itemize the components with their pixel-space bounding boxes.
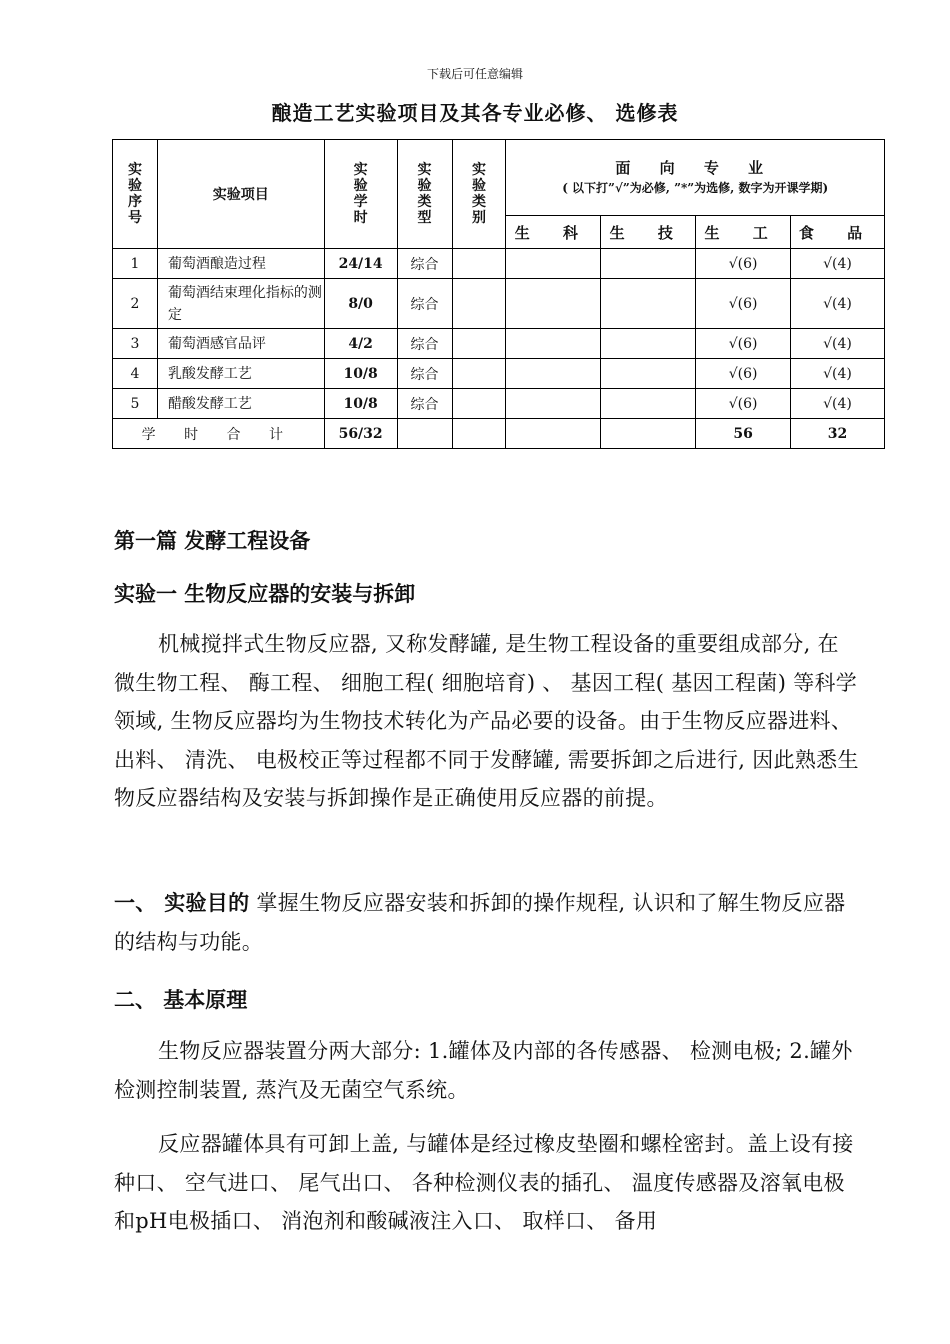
experiment-title: 实验一 生物反应器的安装与拆卸 (114, 581, 416, 606)
total-category (452, 419, 506, 449)
row-seq: 3 (113, 329, 158, 359)
table-row (113, 329, 885, 359)
document-title: 酿造工艺实验项目及其各专业必修、 选修表 (271, 101, 679, 125)
row-hours: 10/8 (324, 389, 397, 419)
row-item: 乳酸发酵工艺 (157, 359, 324, 389)
header-item: 实验项目 (157, 140, 324, 249)
row-item: 葡萄酒结束理化指标的测定 (157, 279, 324, 329)
row-seq: 5 (113, 389, 158, 419)
row-major-2 (601, 249, 696, 279)
row-major-3: √(6) (696, 279, 791, 329)
table-row (113, 279, 885, 329)
row-type: 综合 (397, 359, 452, 389)
row-item: 葡萄酒酿造过程 (157, 249, 324, 279)
row-major-4: √(4) (791, 359, 885, 389)
row-major-3: √(6) (696, 329, 791, 359)
row-major-1 (506, 359, 601, 389)
table-row (113, 359, 885, 389)
direction-title: 面 向 专 业 (615, 159, 776, 177)
major-food: 食 品 (791, 216, 885, 249)
row-major-3: √(6) (696, 359, 791, 389)
row-hours: 24/14 (324, 249, 397, 279)
row-category (452, 389, 506, 419)
row-category (452, 249, 506, 279)
row-major-3: √(6) (696, 249, 791, 279)
total-hours: 56/32 (324, 419, 397, 449)
row-hours: 10/8 (324, 359, 397, 389)
row-major-3: √(6) (696, 389, 791, 419)
row-category (452, 279, 506, 329)
row-seq: 1 (113, 249, 158, 279)
row-major-4: √(4) (791, 249, 885, 279)
direction-note: ( 以下打”√”为必修, ”*”为选修, 数字为开课学期) (562, 181, 829, 195)
row-major-4: √(4) (791, 329, 885, 359)
total-row (113, 419, 885, 449)
row-major-4: √(4) (791, 389, 885, 419)
course-table (112, 139, 885, 449)
row-major-2 (601, 279, 696, 329)
row-hours: 4/2 (324, 329, 397, 359)
row-major-1 (506, 279, 601, 329)
row-major-2 (601, 389, 696, 419)
header-category: 实验类别 (452, 140, 506, 249)
section-objective (114, 884, 859, 961)
section-objective-text: 掌握生物反应器安装和拆卸的操作规程, 认识和了解生物反应器的结构与功能。 (114, 891, 846, 954)
major-bio-engineering: 生 工 (696, 216, 791, 249)
row-seq: 2 (113, 279, 158, 329)
total-type (397, 419, 452, 449)
row-major-2 (601, 359, 696, 389)
row-category (452, 329, 506, 359)
row-type: 综合 (397, 389, 452, 419)
total-major-4: 32 (791, 419, 885, 449)
intro-paragraph: 机械搅拌式生物反应器, 又称发酵罐, 是生物工程设备的重要组成部分, 在微生物工程、 酶工程、 细胞工程( 细胞培育) 、 基因工程( 基因工程菌) 等科学领域, 生物反应器均为生物技术转化为产品必要的设备。由于生物反应器进料、 出料、 清洗、 电极校正等过程都不同于发酵罐, 需要拆卸之后进行, 因此熟悉生物反应器结构及安装与拆卸操作是正确使用反应器的前提。 (114, 632, 859, 810)
row-major-1 (506, 329, 601, 359)
row-major-4: √(4) (791, 279, 885, 329)
header-note: 下载后可任意编辑 (426, 67, 523, 81)
major-bio-tech: 生 技 (601, 216, 696, 249)
total-major-2 (601, 419, 696, 449)
row-item: 醋酸发酵工艺 (157, 389, 324, 419)
row-major-1 (506, 249, 601, 279)
row-seq: 4 (113, 359, 158, 389)
principle-paragraph-2: 反应器罐体具有可卸上盖, 与罐体是经过橡皮垫圈和螺栓密封。盖上设有接种口、 空气进口、 尾气出口、 各种检测仪表的插孔、 温度传感器及溶氧电极和pH电极插口、 消泡剂和酸碱液注入口、 取样口、 备用 (114, 1132, 854, 1233)
total-label: 学 时 合 计 (113, 419, 325, 449)
total-major-1 (506, 419, 601, 449)
table-row (113, 389, 885, 419)
row-type: 综合 (397, 329, 452, 359)
row-type: 综合 (397, 249, 452, 279)
header-direction (506, 140, 885, 216)
total-major-3: 56 (696, 419, 791, 449)
row-type: 综合 (397, 279, 452, 329)
section-objective-heading: 一、 实验目的 (114, 890, 250, 915)
header-seq: 实验序号 (113, 140, 158, 249)
header-type: 实验类型 (397, 140, 452, 249)
row-hours: 8/0 (324, 279, 397, 329)
major-bio-science: 生 科 (506, 216, 601, 249)
header-hours: 实验学时 (324, 140, 397, 249)
row-major-1 (506, 389, 601, 419)
part-title: 第一篇 发酵工程设备 (114, 528, 311, 553)
section-principle-heading: 二、 基本原理 (114, 987, 248, 1012)
row-category (452, 359, 506, 389)
table-row (113, 249, 885, 279)
row-item: 葡萄酒感官品评 (157, 329, 324, 359)
principle-paragraph-1: 生物反应器装置分两大部分: 1.罐体及内部的各传感器、 检测电极; 2.罐外检测控制装置, 蒸汽及无菌空气系统。 (114, 1039, 853, 1102)
row-major-2 (601, 329, 696, 359)
